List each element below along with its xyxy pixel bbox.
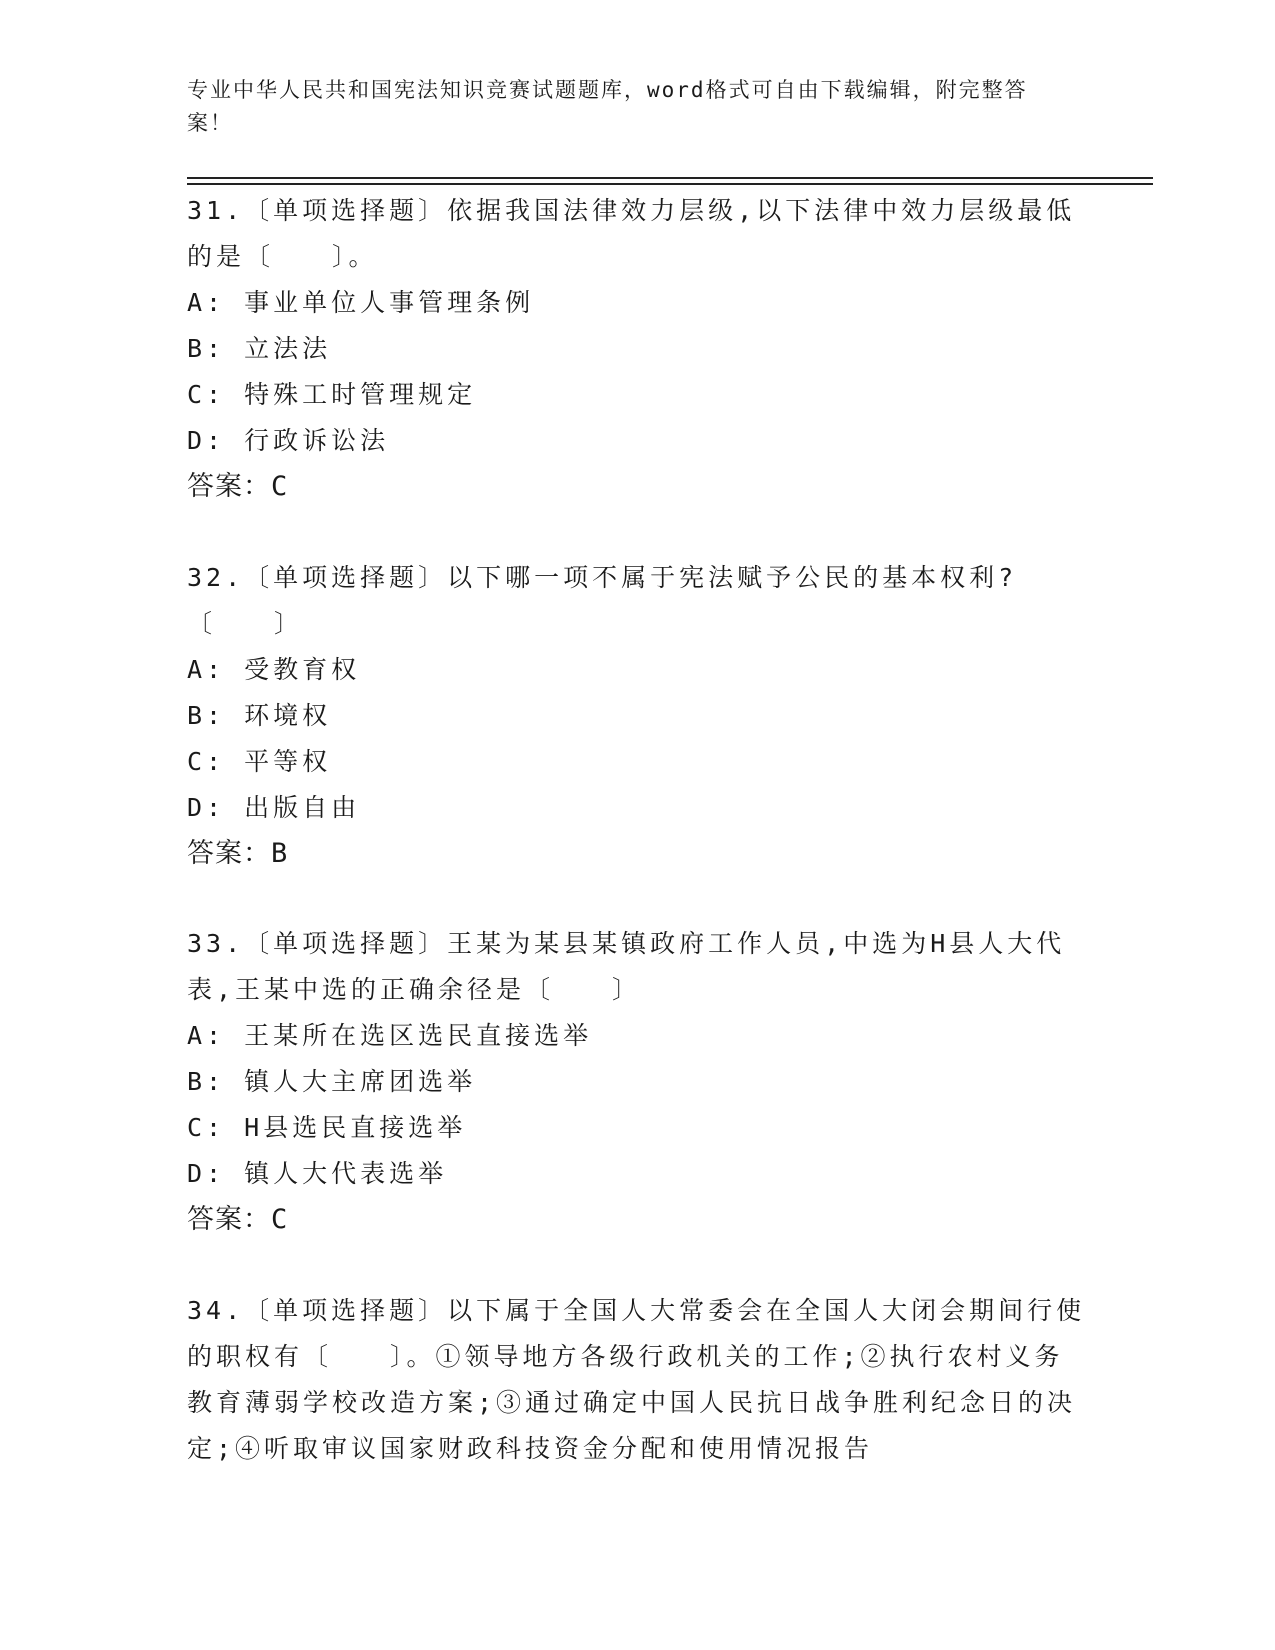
option-b: B: 立法法 (187, 334, 332, 363)
header-divider-top (187, 177, 1153, 179)
question-34 (187, 1288, 1087, 1472)
option-d: D: 出版自由 (187, 793, 361, 822)
answer: 答案：B (187, 838, 289, 869)
answer: 答案：C (187, 471, 289, 502)
option-d: D: 镇人大代表选举 (187, 1159, 448, 1188)
question-text: 32.〔单项选择题〕以下哪一项不属于宪法赋予公民的基本权利?〔 〕 (187, 563, 1018, 638)
question-31 (187, 188, 1087, 510)
option-a: A: 事业单位人事管理条例 (187, 288, 535, 317)
question-text: 31.〔单项选择题〕依据我国法律效力层级,以下法律中效力层级最低的是〔 〕。 (187, 196, 1076, 271)
option-a: A: 受教育权 (187, 655, 361, 684)
option-d: D: 行政诉讼法 (187, 426, 390, 455)
question-33 (187, 921, 1087, 1243)
option-c: C: H县选民直接选举 (187, 1113, 467, 1142)
question-32 (187, 555, 1087, 877)
option-a: A: 王某所在选区选民直接选举 (187, 1021, 593, 1050)
option-b: B: 环境权 (187, 701, 332, 730)
answer: 答案：C (187, 1204, 289, 1235)
question-text: 34.〔单项选择题〕以下属于全国人大常委会在全国人大闭会期间行使的职权有〔 〕。①领导地方各级行政机关的工作;②执行农村义务教育薄弱学校改造方案;③通过确定中国人民抗日战争胜利纪念日的决定;④听取审议国家财政科技资金分配和使用情况报告 (187, 1296, 1086, 1463)
option-c: C: 特殊工时管理规定 (187, 380, 477, 409)
document-header: 专业中华人民共和国宪法知识竞赛试题题库，word格式可自由下载编辑，附完整答案！ (187, 78, 1028, 135)
question-text: 33.〔单项选择题〕王某为某县某镇政府工作人员,中选为H县人大代表,王某中选的正确余径是〔 〕 (187, 929, 1066, 1004)
option-c: C: 平等权 (187, 747, 332, 776)
option-b: B: 镇人大主席团选举 (187, 1067, 477, 1096)
header-divider-bottom (187, 183, 1153, 185)
